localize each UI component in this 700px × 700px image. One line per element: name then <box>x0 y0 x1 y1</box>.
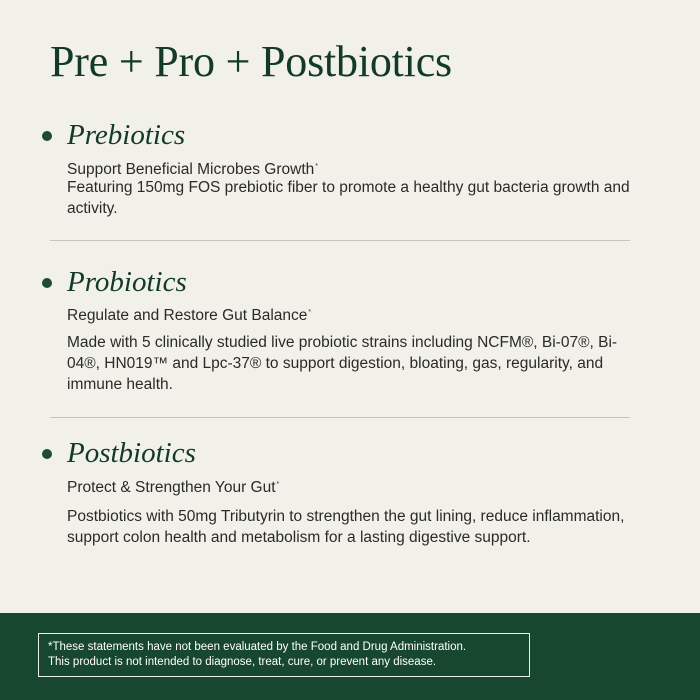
footer-band <box>0 613 700 700</box>
section-subtitle <box>67 475 279 498</box>
subtitle-text: Support Beneficial Microbes Growth <box>67 161 315 179</box>
section-subtitle <box>67 303 311 326</box>
subtitle-text: Regulate and Restore Gut Balance <box>67 307 308 325</box>
fda-disclaimer <box>38 633 530 677</box>
asterisk-mark: * <box>276 481 280 488</box>
bullet-icon <box>42 278 52 288</box>
section-heading: Prebiotics <box>67 119 186 151</box>
divider <box>50 417 630 418</box>
section-heading: Probiotics <box>67 266 187 298</box>
asterisk-mark: * <box>315 163 318 170</box>
disclaimer-line: This product is not intended to diagnose, treat, cure, or prevent any disease. <box>48 656 437 668</box>
bullet-icon <box>42 449 52 459</box>
disclaimer-line: *These statements have not been evaluated by the Food and Drug Administration. <box>48 641 467 653</box>
page-title: Pre + Pro + Postbiotics <box>50 37 452 86</box>
subtitle-text: Protect & Strengthen Your Gut <box>67 479 276 497</box>
section-body: Made with 5 clinically studied live probiotic strains including NCFM®, Bi-07®, Bi-04®, HN019™ and Lpc-37® to support digestion, bloating, gas, regularity, and immune health. <box>67 334 618 393</box>
asterisk-mark: * <box>308 309 312 316</box>
section-heading: Postbiotics <box>67 437 196 469</box>
section-body: Postbiotics with 50mg Tributyrin to strengthen the gut lining, reduce inflammation, support colon health and metabolism for a lasting digestive support. <box>67 508 625 546</box>
section-body: Featuring 150mg FOS prebiotic fiber to promote a healthy gut bacteria growth and activity. <box>67 179 630 217</box>
divider <box>50 240 630 241</box>
bullet-icon <box>42 131 52 141</box>
